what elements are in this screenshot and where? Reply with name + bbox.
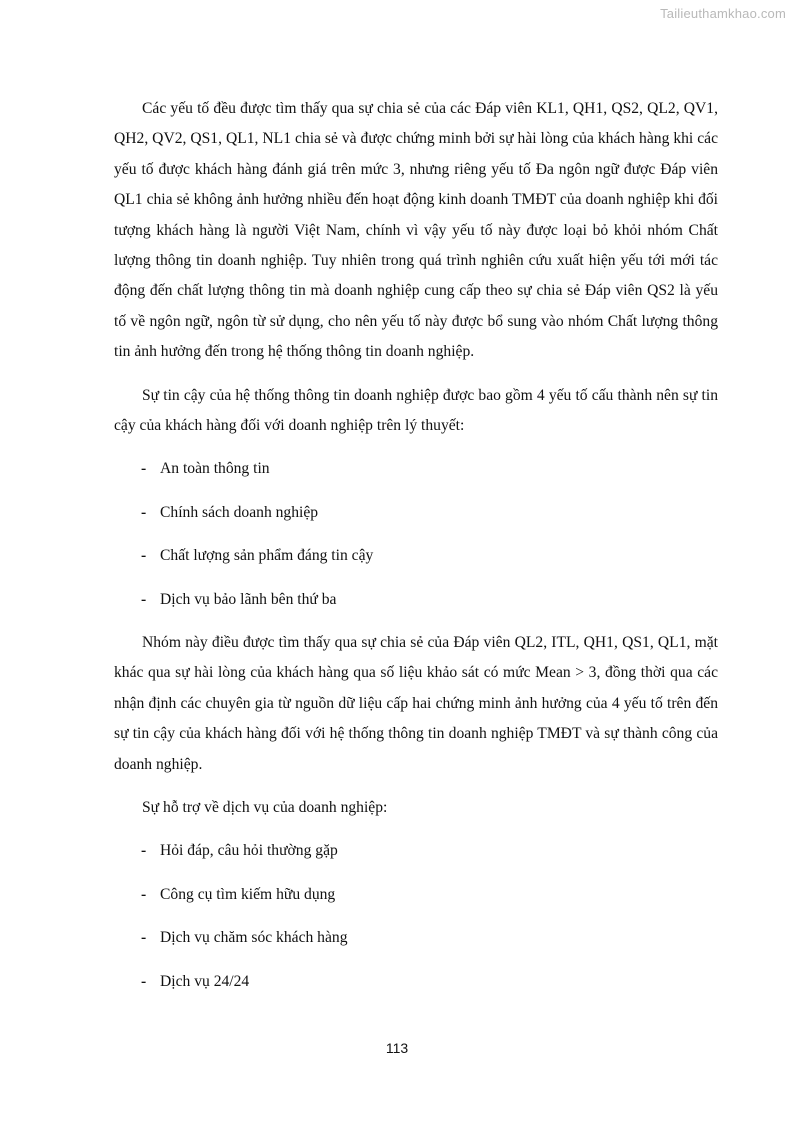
paragraph-trust-intro: Sự tin cậy của hệ thống thông tin doanh nghiệp được bao gồm 4 yếu tố cấu thành nên sự tin cậy của khách hàng đối với doanh nghiệp trên lý thuyết: xyxy=(114,386,718,435)
list-item xyxy=(114,498,718,528)
list-item xyxy=(114,923,718,953)
bullet-dash: - xyxy=(141,460,147,478)
list-item-text: Dịch vụ bảo lãnh bên thứ ba xyxy=(160,590,337,608)
list-item-text: An toàn thông tin xyxy=(160,460,270,478)
list-item-text: Dịch vụ 24/24 xyxy=(160,972,250,990)
list-item xyxy=(114,967,718,997)
list-item xyxy=(114,454,718,484)
list-item xyxy=(114,585,718,615)
bullet-dash: - xyxy=(141,503,147,521)
bullet-dash: - xyxy=(141,590,147,608)
list-item-text: Công cụ tìm kiếm hữu dụng xyxy=(160,885,336,903)
paragraph-trust-findings: Nhóm này điều được tìm thấy qua sự chia sẻ của Đáp viên QL2, ITL, QH1, QS1, QL1, mặt khác qua sự hài lòng của khách hàng qua số liệu khảo sát có mức Mean > 3, đồng thời qua các nhận định các chuyên gia từ nguồn dữ liệu cấp hai chứng minh ảnh hưởng của 4 yếu tố trên đến sự tin cậy của khách hàng đối với hệ thống thông tin doanh nghiệp TMĐT và sự thành công của doanh nghiệp. xyxy=(114,634,718,773)
bullet-dash: - xyxy=(141,885,147,903)
service-support-list xyxy=(114,836,718,997)
document-body xyxy=(114,94,718,997)
list-item xyxy=(114,541,718,571)
list-item-text: Chính sách doanh nghiệp xyxy=(160,503,319,521)
bullet-dash: - xyxy=(141,547,147,565)
bullet-dash: - xyxy=(141,842,147,860)
bullet-dash: - xyxy=(141,972,147,990)
list-item xyxy=(114,836,718,866)
page-number: 113 xyxy=(385,1040,409,1056)
list-item-text: Hỏi đáp, câu hỏi thường gặp xyxy=(160,842,338,860)
trust-factor-list xyxy=(114,454,718,615)
list-item-text: Dịch vụ chăm sóc khách hàng xyxy=(160,929,348,947)
watermark: Tailieuthamkhao.com xyxy=(660,6,786,21)
list-item-text: Chất lượng sản phẩm đáng tin cậy xyxy=(160,547,374,565)
paragraph-service-support-intro: Sự hỗ trợ về dịch vụ của doanh nghiệp: xyxy=(142,799,388,817)
bullet-dash: - xyxy=(141,929,147,947)
list-item xyxy=(114,880,718,910)
paragraph-information-quality: Các yếu tố đều được tìm thấy qua sự chia sẻ của các Đáp viên KL1, QH1, QS2, QL2, QV1, QH2, QV2, QS1, QL1, NL1 chia sẻ và được chứng minh bởi sự hài lòng của khách hàng khi các yếu tố được khách hàng đánh giá trên mức 3, nhưng riêng yếu tố Đa ngôn ngữ được Đáp viên QL1 chia sẻ không ảnh hưởng nhiều đến hoạt động kinh doanh TMĐT của doanh nghiệp khi đối tượng khách hàng là người Việt Nam, chính vì vậy yếu tố này được loại bỏ khỏi nhóm Chất lượng thông tin doanh nghiệp. Tuy nhiên trong quá trình nghiên cứu xuất hiện yếu tới mới tác động đến chất lượng thông tin mà doanh nghiệp cung cấp theo sự chia sẻ Đáp viên QS2 là yếu tố về ngôn ngữ, ngôn từ sử dụng, cho nên yếu tố này được bổ sung vào nhóm Chất lượng thông tin ảnh hưởng đến trong hệ thống thông tin doanh nghiệp. xyxy=(114,100,718,361)
